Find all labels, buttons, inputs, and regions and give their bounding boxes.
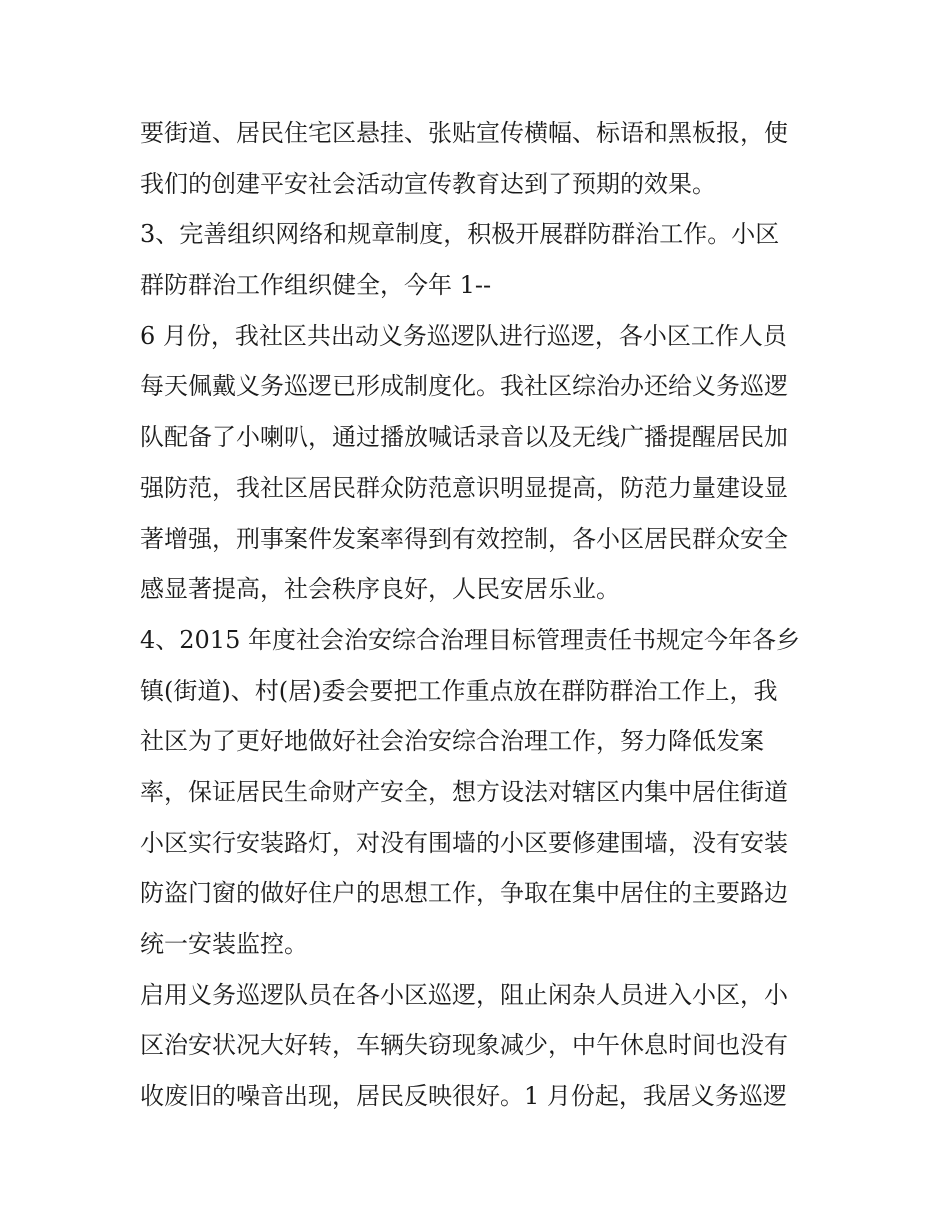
- text-line: 率，保证居民生命财产安全，想方设法对辖区内集中居住街道: [140, 777, 788, 806]
- text-line: 要街道、居民住宅区悬挂、张贴宣传横幅、标语和黑板报，使: [140, 119, 788, 147]
- text-line: 著增强，刑事案件发案率得到有效控制，各小区居民群众安全: [140, 524, 788, 553]
- text-line: 区治安状况大好转，车辆失窃现象减少，中午休息时间也没有: [140, 1031, 788, 1060]
- text-line: 社区为了更好地做好社会治安综合治理工作，努力降低发案: [140, 727, 764, 756]
- text-line: 群防群治工作组织健全，今年 1--: [140, 271, 492, 300]
- text-line: 小区实行安装路灯，对没有围墙的小区要修建围墙，没有安装: [140, 828, 788, 857]
- text-line: 镇(街道)、村(居)委会要把工作重点放在群防群治工作上，我: [140, 676, 778, 705]
- text-line: 6 月份，我社区共出动义务巡逻队进行巡逻，各小区工作人员: [140, 321, 787, 350]
- text-line: 感显著提高，社会秩序良好，人民安居乐业。: [140, 575, 620, 604]
- text-line: 每天佩戴义务巡逻已形成制度化。我社区综治办还给义务巡逻: [140, 372, 788, 401]
- text-line: 统一安装监控。: [140, 930, 308, 958]
- document-body: [140, 108, 830, 1122]
- text-line: 3、完善组织网络和规章制度，积极开展群防群治工作。小区: [140, 220, 780, 249]
- text-line: 我们的创建平安社会活动宣传教育达到了预期的效果。: [140, 169, 716, 198]
- text-line: 收废旧的噪音出现，居民反映很好。1 月份起，我居义务巡逻: [140, 1082, 787, 1111]
- text-line: 队配备了小喇叭，通过播放喊话录音以及无线广播提醒居民加: [140, 423, 788, 452]
- text-line: 4、2015 年度社会治安综合治理目标管理责任书规定今年各乡: [140, 625, 800, 654]
- text-line: 启用义务巡逻队员在各小区巡逻，阻止闲杂人员进入小区，小: [140, 980, 788, 1009]
- text-line: 防盗门窗的做好住户的思想工作，争取在集中居住的主要路边: [140, 879, 788, 908]
- text-line: 强防范，我社区居民群众防范意识明显提高，防范力量建设显: [140, 473, 788, 502]
